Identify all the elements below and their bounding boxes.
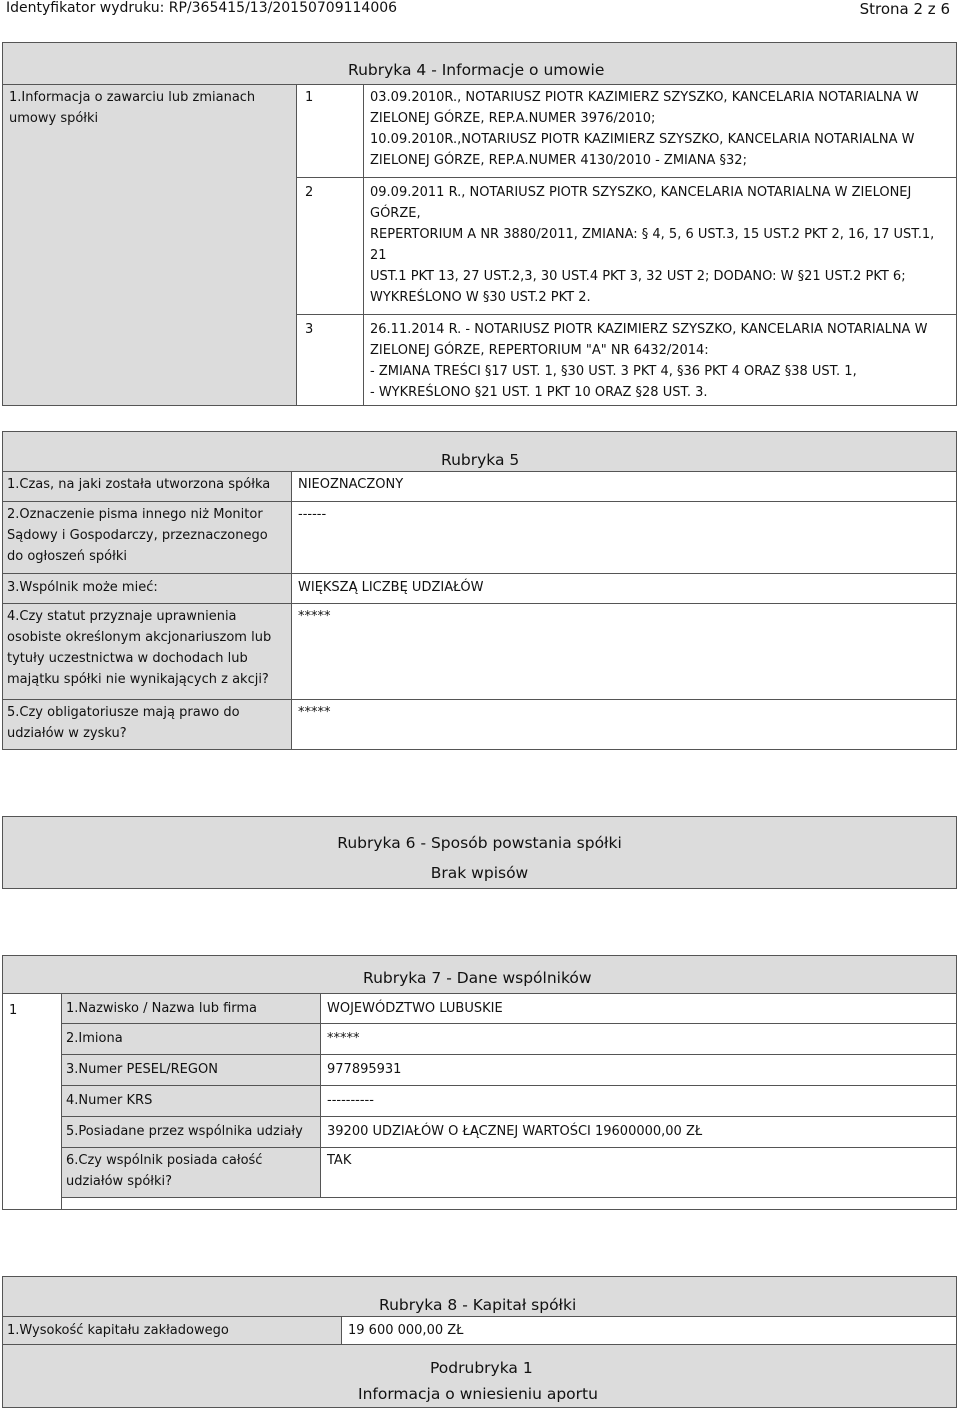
rubryka-6-table xyxy=(2,816,957,889)
field-label: 3.Numer PESEL/REGON xyxy=(66,1062,218,1077)
entry-text-cell xyxy=(364,85,957,178)
field-value-cell xyxy=(321,994,957,1024)
entry-line: REPERTORIUM A NR 3880/2011, ZMIANA: § 4, 5, 6 UST.3, 15 UST.2 PKT 2, 16, 17 UST.1, 21 xyxy=(370,227,935,263)
rubryka-6-header xyxy=(3,817,957,889)
entry-line: 03.09.2010R., NOTARIUSZ PIOTR KAZIMIERZ SZYSZKO, KANCELARIA NOTARIALNA W xyxy=(370,90,919,105)
rubryka-7-spacer xyxy=(62,1198,957,1210)
rubryka-7-header xyxy=(3,956,957,994)
field-value: NIEOZNACZONY xyxy=(298,477,404,492)
rubryka-6-title: Rubryka 6 - Sposób powstania spółki xyxy=(337,833,622,852)
field-value: ---------- xyxy=(327,1093,374,1108)
rubryka-4-table xyxy=(2,42,957,406)
field-value-cell xyxy=(292,472,957,502)
field-value-cell xyxy=(292,604,957,700)
rubryka-5-title: Rubryka 5 xyxy=(441,451,520,469)
field-label: 6.Czy wspólnik posiada całość udziałów spółki? xyxy=(66,1153,263,1189)
rubryka-4-label: 1.Informacja o zawarciu lub zmianach umowy spółki xyxy=(9,90,256,126)
field-label-cell xyxy=(3,700,292,750)
field-value-cell xyxy=(321,1024,957,1055)
field-value-cell xyxy=(321,1148,957,1198)
print-identifier: Identyfikator wydruku: RP/365415/13/20150709114006 xyxy=(6,0,398,16)
entry-line: ZIELONEJ GÓRZE, REP.A.NUMER 4130/2010 - ZMIANA §32; xyxy=(370,153,747,168)
field-label: 5.Czy obligatoriusze mają prawo do udziałów w zysku? xyxy=(7,705,240,741)
entry-line: 26.11.2014 R. - NOTARIUSZ PIOTR KAZIMIERZ SZYSZKO, KANCELARIA NOTARIALNA W xyxy=(370,322,928,337)
field-value: 977895931 xyxy=(327,1062,402,1077)
podrubryka-title: Podrubryka 1 xyxy=(430,1359,533,1377)
field-label-cell xyxy=(62,1086,321,1117)
entry-line: 09.09.2011 R., NOTARIUSZ PIOTR SZYSZKO, KANCELARIA NOTARIALNA W ZIELONEJ GÓRZE, xyxy=(370,185,912,221)
entry-line: - WYKREŚLONO §21 UST. 1 PKT 10 ORAZ §28 UST. 3. xyxy=(370,385,708,400)
entry-line: - ZMIANA TREŚCI §17 UST. 1, §30 UST. 3 PKT 4, §36 PKT 4 ORAZ §38 UST. 1, xyxy=(370,364,857,379)
rubryka-8-title: Rubryka 8 - Kapitał spółki xyxy=(379,1296,577,1314)
field-value-cell xyxy=(321,1086,957,1117)
no-entries-label: Brak wpisów xyxy=(430,863,529,882)
entry-line: ZIELONEJ GÓRZE, REP.A.NUMER 3976/2010; xyxy=(370,111,656,126)
field-value: WOJEWÓDZTWO LUBUSKIE xyxy=(327,1001,503,1016)
field-label-cell xyxy=(3,472,292,502)
entry-num-cell xyxy=(297,178,364,315)
entry-num-cell xyxy=(297,85,364,178)
field-value: 19 600 000,00 ZŁ xyxy=(348,1323,464,1338)
field-value-cell xyxy=(292,700,957,750)
field-label-cell xyxy=(3,1317,342,1345)
field-label-cell xyxy=(3,502,292,574)
rubryka-5-header xyxy=(3,432,957,472)
rubryka-8-header xyxy=(3,1277,957,1317)
field-label: 4.Czy statut przyznaje uprawnienia osobiste określonym akcjonariuszom lub tytuły uczestnictwa w dochodach lub majątku spółki nie wynikających z akcji? xyxy=(7,609,272,687)
podrubryka-header xyxy=(3,1345,957,1408)
field-label: 4.Numer KRS xyxy=(66,1093,153,1108)
partner-num-cell xyxy=(3,994,62,1210)
rubryka-7-table xyxy=(2,955,957,1210)
field-value: ------ xyxy=(298,507,327,522)
entry-line: WYKREŚLONO W §30 UST.2 PKT 2. xyxy=(370,290,591,305)
entry-number: 3 xyxy=(305,322,314,337)
field-label: 1.Nazwisko / Nazwa lub firma xyxy=(66,1001,258,1016)
partner-number: 1 xyxy=(9,1003,18,1018)
rubryka-4-header xyxy=(3,43,957,85)
entry-line: UST.1 PKT 13, 27 UST.2,3, 30 UST.4 PKT 3, 32 UST 2; DODANO: W §21 UST.2 PKT 6; xyxy=(370,269,906,284)
field-value-cell xyxy=(321,1055,957,1086)
entry-number: 1 xyxy=(305,90,314,105)
field-label: 3.Wspólnik może mieć: xyxy=(7,580,158,595)
rubryka-7-title: Rubryka 7 - Dane wspólników xyxy=(363,969,592,987)
field-label: 1.Wysokość kapitału zakładowego xyxy=(7,1323,229,1338)
field-value: ***** xyxy=(298,705,331,720)
field-label-cell xyxy=(62,994,321,1024)
rubryka-4-title: Rubryka 4 - Informacje o umowie xyxy=(348,61,605,79)
field-value: TAK xyxy=(327,1153,352,1168)
podrubryka-subtitle: Informacja o wniesieniu aportu xyxy=(358,1385,598,1403)
field-value: 39200 UDZIAŁÓW O ŁĄCZNEJ WARTOŚCI 19600000,00 ZŁ xyxy=(327,1124,703,1139)
field-value-cell xyxy=(342,1317,957,1345)
entry-line: 10.09.2010R.,NOTARIUSZ PIOTR KAZIMIERZ SZYSZKO, KANCELARIA NOTARIALNA W xyxy=(370,132,915,147)
rubryka-5-table xyxy=(2,431,957,750)
entry-line: ZIELONEJ GÓRZE, REPERTORIUM "A" NR 6432/2014: xyxy=(370,343,709,358)
entry-number: 2 xyxy=(305,185,314,200)
rubryka-4-label-cell xyxy=(3,85,297,406)
field-value: WIĘKSZĄ LICZBĘ UDZIAŁÓW xyxy=(298,580,484,595)
field-label-cell xyxy=(3,574,292,604)
field-value: ***** xyxy=(298,609,331,624)
entry-text-cell xyxy=(364,315,957,406)
field-label: 5.Posiadane przez wspólnika udziały xyxy=(66,1124,303,1139)
rubryka-8-table xyxy=(2,1276,957,1408)
field-label: 1.Czas, na jaki została utworzona spółka xyxy=(7,477,271,492)
field-value-cell xyxy=(292,502,957,574)
field-label: 2.Imiona xyxy=(66,1031,123,1046)
page-number: Strona 2 z 6 xyxy=(859,0,950,18)
field-value-cell xyxy=(321,1117,957,1148)
field-label-cell xyxy=(62,1148,321,1198)
field-value: ***** xyxy=(327,1031,360,1046)
field-label-cell xyxy=(62,1055,321,1086)
field-label-cell xyxy=(3,604,292,700)
field-value-cell xyxy=(292,574,957,604)
entry-text-cell xyxy=(364,178,957,315)
entry-num-cell xyxy=(297,315,364,406)
field-label-cell xyxy=(62,1024,321,1055)
field-label-cell xyxy=(62,1117,321,1148)
field-label: 2.Oznaczenie pisma innego niż Monitor Sądowy i Gospodarczy, przeznaczonego do ogłoszeń spółki xyxy=(7,507,268,564)
